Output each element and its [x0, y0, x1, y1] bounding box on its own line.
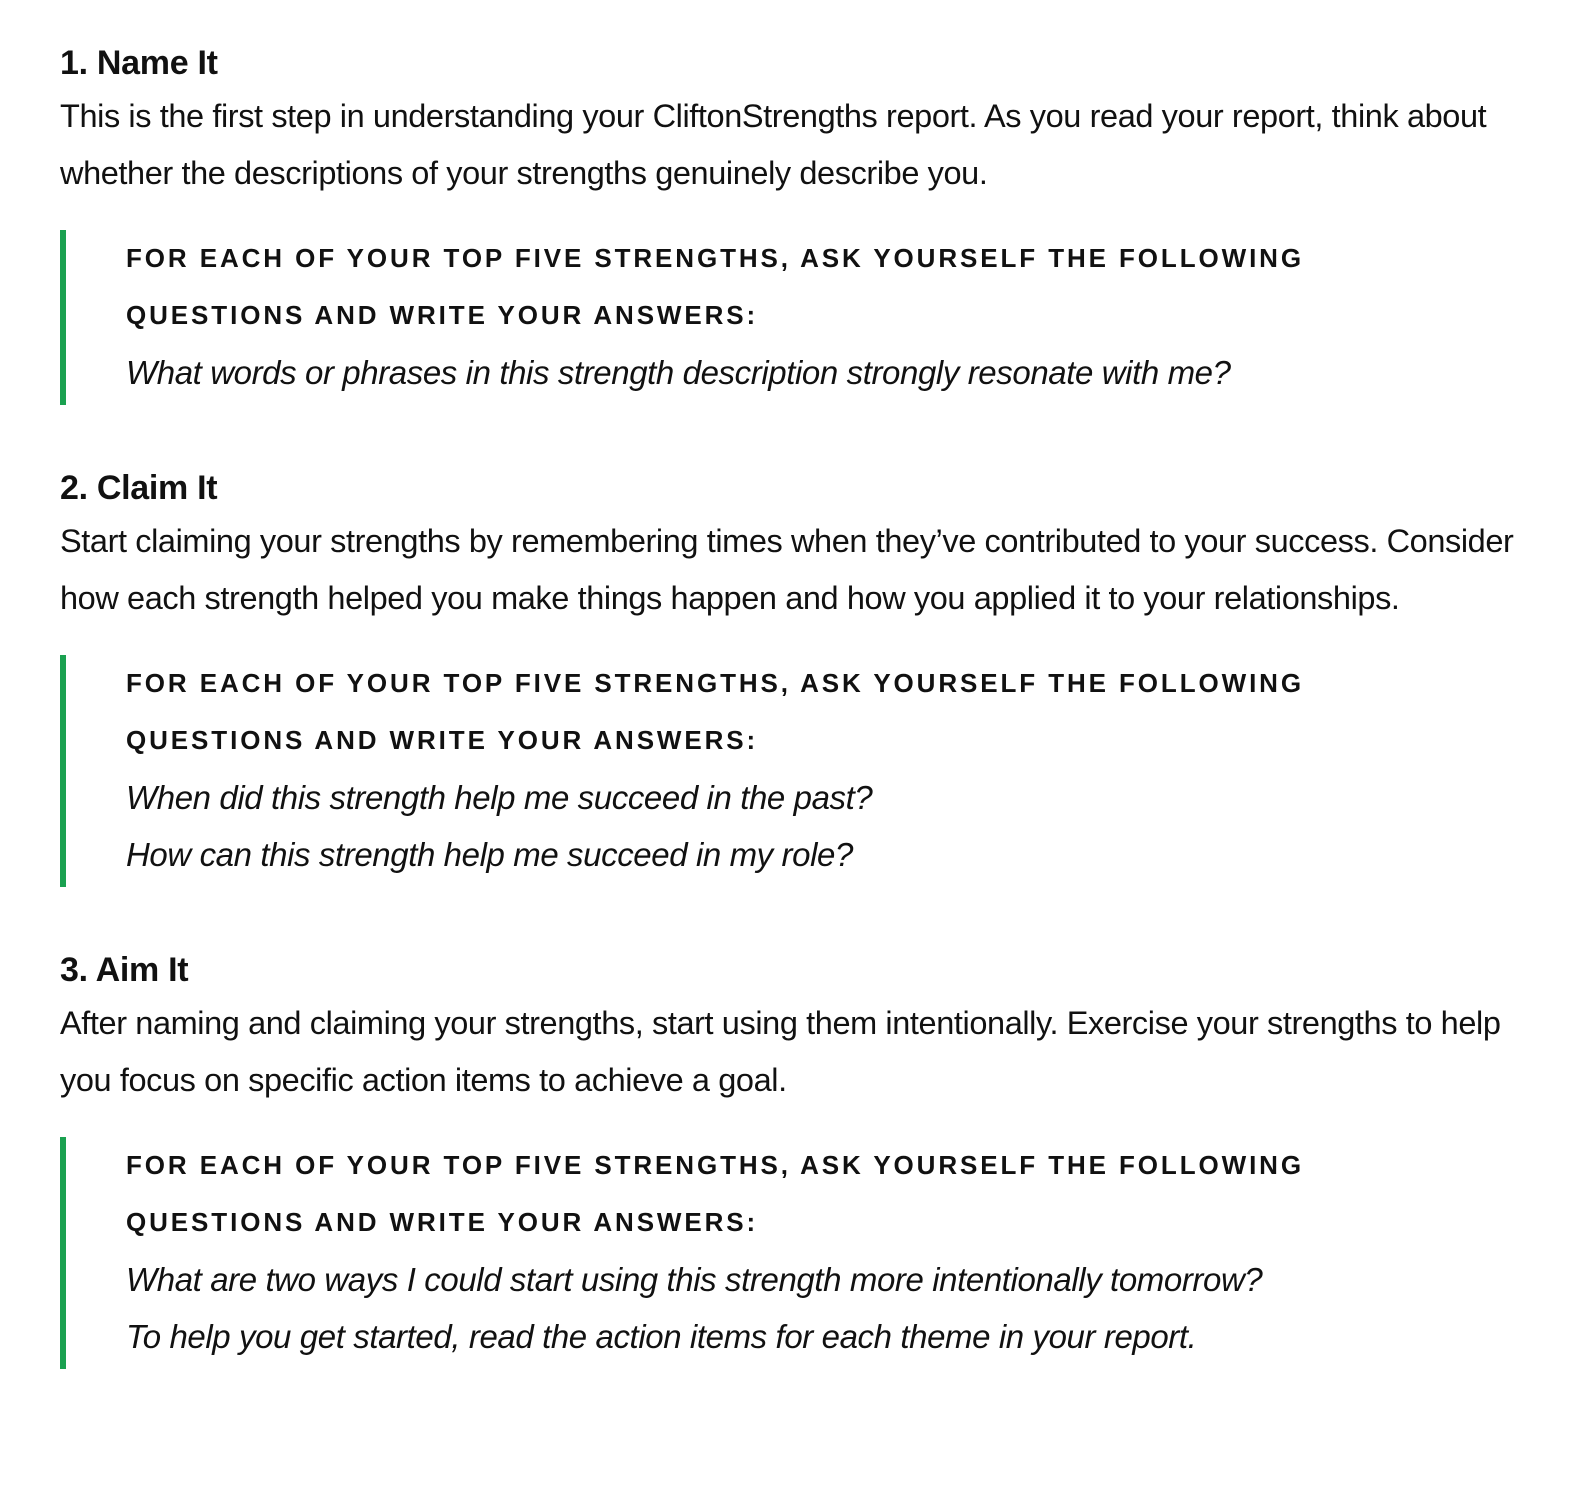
question-callout: [60, 655, 1536, 887]
step-description: This is the first step in understanding your CliftonStrengths report. As you read your report, think about whether the descriptions of your strengths genuinely describe you.: [60, 98, 1487, 191]
step-name-it: [60, 40, 1536, 405]
callout-heading: FOR EACH OF YOUR TOP FIVE STRENGTHS, ASK YOURSELF THE FOLLOWING QUESTIONS AND WRITE YOUR ANSWERS:: [126, 668, 1304, 755]
question-callout: [60, 230, 1536, 405]
reflection-question: What are two ways I could start using this strength more intentionally tomorrow?: [126, 1261, 1263, 1298]
step-description: After naming and claiming your strengths, start using them intentionally. Exercise your strengths to help you focus on specific action items to achieve a goal.: [60, 1005, 1501, 1098]
step-claim-it: [60, 465, 1536, 887]
question-callout: [60, 1137, 1536, 1369]
reflection-question: What words or phrases in this strength description strongly resonate with me?: [126, 354, 1231, 391]
reflection-question: How can this strength help me succeed in my role?: [126, 836, 853, 873]
step-description: Start claiming your strengths by remembering times when they’ve contributed to your success. Consider how each strength helped you make things happen and how you applied it to your relationships.: [60, 523, 1514, 616]
step-aim-it: [60, 947, 1536, 1369]
callout-heading: FOR EACH OF YOUR TOP FIVE STRENGTHS, ASK YOURSELF THE FOLLOWING QUESTIONS AND WRITE YOUR ANSWERS:: [126, 1150, 1304, 1237]
step-title: 2. Claim It: [60, 469, 218, 507]
callout-heading: FOR EACH OF YOUR TOP FIVE STRENGTHS, ASK YOURSELF THE FOLLOWING QUESTIONS AND WRITE YOUR ANSWERS:: [126, 243, 1304, 330]
reflection-question: When did this strength help me succeed in the past?: [126, 779, 873, 816]
step-title: 3. Aim It: [60, 951, 189, 989]
reflection-question: To help you get started, read the action items for each theme in your report.: [126, 1318, 1197, 1355]
step-title: 1. Name It: [60, 44, 218, 82]
